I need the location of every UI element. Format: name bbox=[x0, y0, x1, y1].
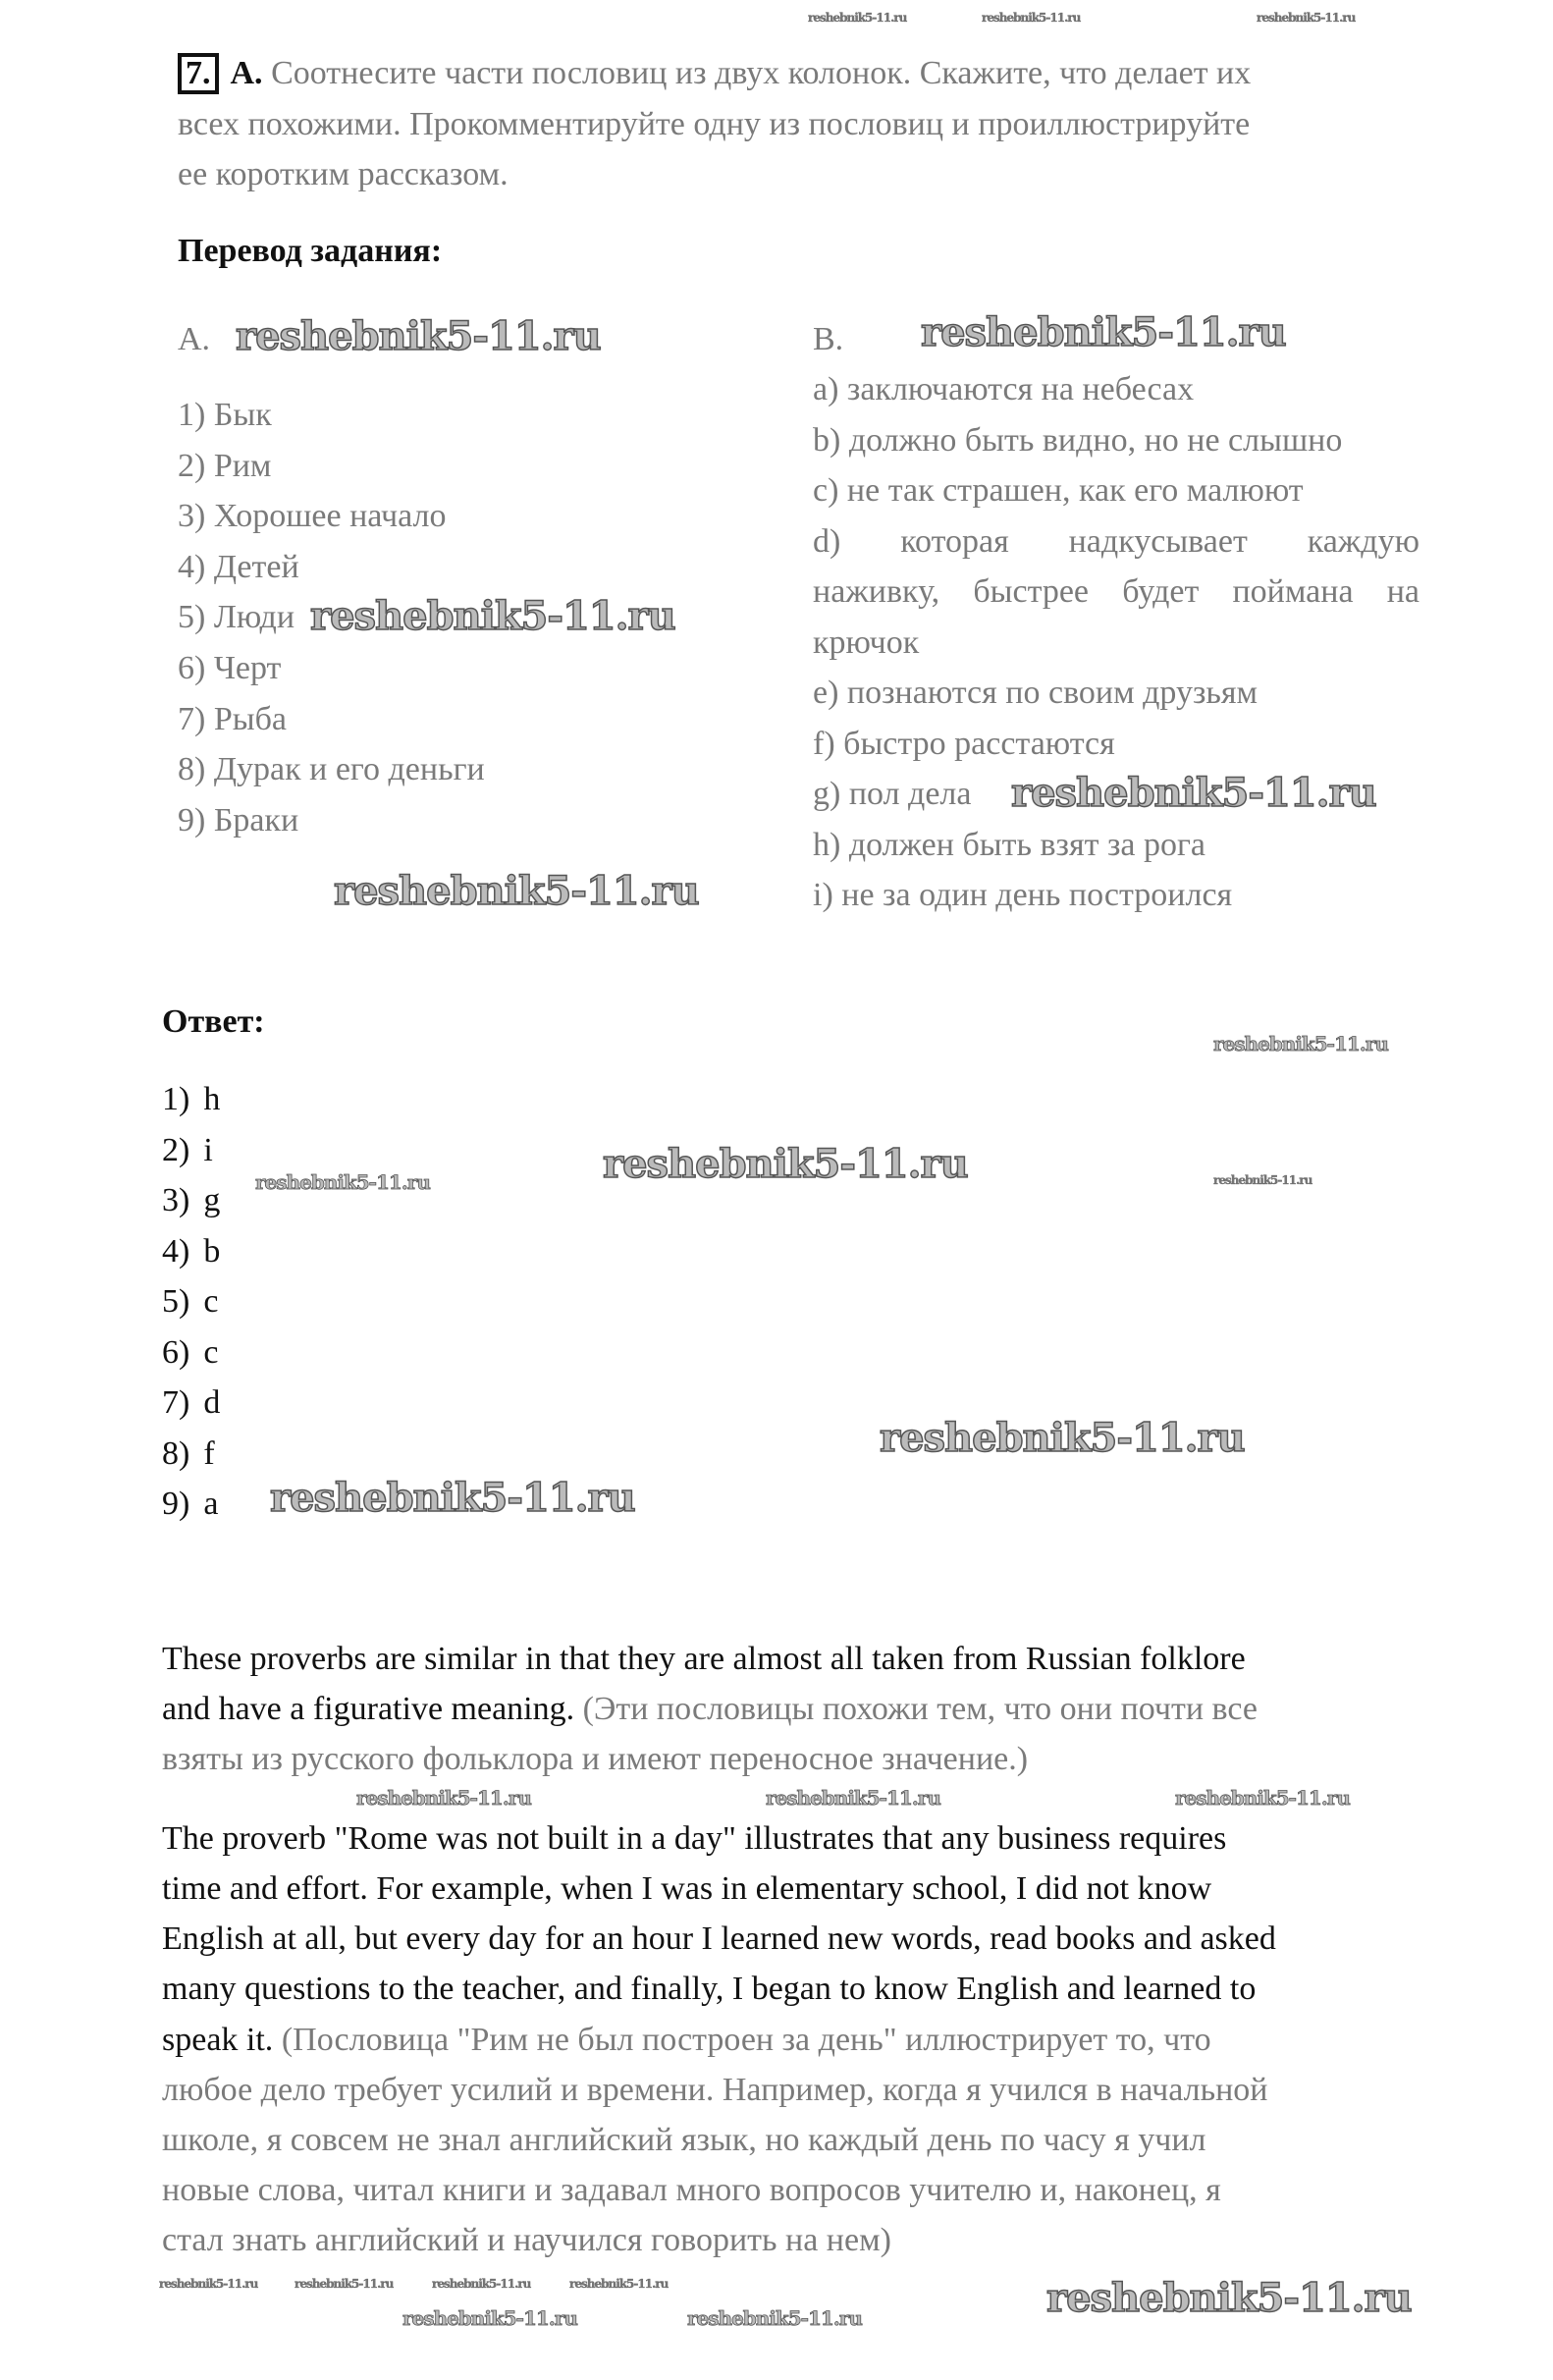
russian-text: (Эти пословицы похожи тем, что они почти все bbox=[582, 1691, 1258, 1727]
watermark: reshebnik5-11.ru bbox=[1213, 1032, 1388, 1055]
column-b-line: d) которая надкусывает каждую bbox=[813, 522, 1419, 560]
watermark: reshebnik5-11.ru bbox=[255, 1170, 430, 1194]
column-b-line: g) пол дела bbox=[813, 776, 972, 812]
english-text: These proverbs are similar in that they are almost all taken from Russian folklore bbox=[162, 1641, 1246, 1677]
watermark: reshebnik5-11.ru bbox=[808, 11, 907, 25]
column-a-item: 8) Дурак и его деньги bbox=[178, 751, 485, 788]
answer-number: 6) bbox=[162, 1333, 190, 1371]
column-a-item: 4) Детей bbox=[178, 548, 299, 585]
watermark: reshebnik5-11.ru bbox=[1213, 1173, 1312, 1187]
explanation-line bbox=[162, 2071, 1267, 2110]
column-b-line: крючок bbox=[813, 623, 920, 661]
column-a-item: 3) Хорошее начало bbox=[178, 498, 447, 535]
column-b-line: c) не так страшен, как его малюют bbox=[813, 472, 1304, 509]
answer-heading: Ответ: bbox=[162, 1003, 265, 1040]
russian-text: стал знать английский и научился говорить на нем) bbox=[162, 2222, 891, 2258]
answer-row bbox=[162, 1434, 215, 1474]
explanation-line bbox=[162, 2221, 891, 2260]
watermark: reshebnik5-11.ru bbox=[402, 2306, 577, 2330]
russian-text: любое дело требует усилий и времени. Например, когда я учился в начальной bbox=[162, 2072, 1268, 2108]
russian-text: взяты из русского фольклора и имеют переносное значение.) bbox=[162, 1741, 1029, 1777]
column-b-line: h) должен быть взят за рога bbox=[813, 826, 1206, 863]
column-a-item: 5) Люди bbox=[178, 599, 295, 636]
answer-row bbox=[162, 1383, 220, 1423]
explanation-line bbox=[162, 1690, 1258, 1729]
answer-row bbox=[162, 1131, 213, 1170]
watermark: reshebnik5-11.ru bbox=[236, 313, 601, 359]
answer-letter: b bbox=[203, 1232, 221, 1270]
answer-row bbox=[162, 1485, 218, 1524]
answer-letter: h bbox=[203, 1081, 221, 1117]
watermark: reshebnik5-11.ru bbox=[1046, 2275, 1412, 2321]
answer-letter: i bbox=[203, 1131, 213, 1168]
explanation-line bbox=[162, 1970, 1256, 2009]
answer-letter: a bbox=[203, 1486, 219, 1522]
watermark: reshebnik5-11.ru bbox=[603, 1141, 968, 1187]
watermark: reshebnik5-11.ru bbox=[766, 1786, 940, 1810]
explanation-line bbox=[162, 1819, 1226, 1859]
russian-text: школе, я совсем не знал английский язык, но каждый день по часу я учил bbox=[162, 2122, 1206, 2158]
explanation-line bbox=[162, 1740, 1028, 1779]
explanation-line bbox=[162, 1640, 1246, 1679]
task-letter: А. bbox=[230, 55, 263, 91]
answer-letter: c bbox=[203, 1283, 219, 1320]
column-b-line: f) быстро расстаются bbox=[813, 725, 1115, 762]
watermark: reshebnik5-11.ru bbox=[880, 1415, 1245, 1461]
russian-text: новые слова, читал книги и задавал много вопросов учителю и, наконец, я bbox=[162, 2172, 1221, 2208]
english-text: English at all, but every day for an hour I learned new words, read books and asked bbox=[162, 1920, 1276, 1957]
column-b-line: наживку, быстрее будет поймана на bbox=[813, 573, 1419, 610]
answer-letter: g bbox=[203, 1182, 221, 1218]
task-line-2: всех похожими. Прокомментируйте одну из пословиц и проиллюстрируйте bbox=[178, 106, 1251, 142]
answer-letter: c bbox=[203, 1333, 219, 1371]
english-text: many questions to the teacher, and finally, I began to know English and learned to bbox=[162, 1971, 1257, 2007]
column-b-line: e) познаются по своим друзьям bbox=[813, 675, 1258, 711]
watermark: reshebnik5-11.ru bbox=[982, 11, 1081, 25]
column-a-item: 7) Рыба bbox=[178, 700, 287, 737]
column-b-line: i) не за один день построился bbox=[813, 877, 1233, 913]
column-a-item: 6) Черт bbox=[178, 650, 282, 686]
watermark: reshebnik5-11.ru bbox=[270, 1475, 635, 1521]
watermark: reshebnik5-11.ru bbox=[921, 309, 1286, 355]
english-text: The proverb "Rome was not built in a day" illustrates that any business requires bbox=[162, 1820, 1227, 1857]
column-b-line: a) заключаются на небесах bbox=[813, 371, 1195, 407]
watermark: reshebnik5-11.ru bbox=[159, 2277, 258, 2291]
answer-number: 8) bbox=[162, 1434, 190, 1472]
answer-number: 5) bbox=[162, 1283, 190, 1320]
english-text: speak it. bbox=[162, 2022, 282, 2058]
watermark: reshebnik5-11.ru bbox=[1175, 1786, 1350, 1810]
english-text: time and effort. For example, when I was in elementary school, I did not know bbox=[162, 1870, 1212, 1907]
translation-heading: Перевод задания: bbox=[178, 233, 443, 269]
answer-row bbox=[162, 1333, 218, 1373]
explanation-line bbox=[162, 1920, 1276, 1959]
task-text: Соотнесите части пословиц из двух колонок. Скажите, что делает их bbox=[271, 55, 1252, 91]
column-b-label: B. bbox=[813, 321, 844, 357]
column-a-item: 9) Браки bbox=[178, 801, 299, 838]
answer-row bbox=[162, 1181, 220, 1220]
task-number: 7. bbox=[178, 53, 219, 94]
column-b-line: b) должно быть видно, но не слышно bbox=[813, 421, 1343, 459]
watermark: reshebnik5-11.ru bbox=[687, 2306, 862, 2330]
english-text: and have a figurative meaning. bbox=[162, 1691, 583, 1727]
answer-row bbox=[162, 1080, 220, 1119]
column-a-label: A. bbox=[178, 321, 211, 357]
watermark: reshebnik5-11.ru bbox=[432, 2277, 531, 2291]
russian-text: (Пословица "Рим не был построен за день" иллюстрирует то, что bbox=[281, 2022, 1211, 2058]
column-a-item: 1) Бык bbox=[178, 397, 272, 433]
task-line-3: ее коротким рассказом. bbox=[178, 156, 509, 192]
watermark: reshebnik5-11.ru bbox=[310, 593, 675, 639]
answer-number: 1) bbox=[162, 1081, 190, 1117]
answer-row bbox=[162, 1282, 218, 1322]
watermark: reshebnik5-11.ru bbox=[356, 1786, 531, 1810]
answer-number: 7) bbox=[162, 1384, 190, 1421]
answer-letter: d bbox=[203, 1384, 221, 1421]
answer-number: 2) bbox=[162, 1131, 190, 1168]
watermark: reshebnik5-11.ru bbox=[1257, 11, 1356, 25]
answer-row bbox=[162, 1232, 220, 1271]
explanation-line bbox=[162, 1869, 1211, 1909]
column-a-item: 2) Рим bbox=[178, 447, 272, 484]
watermark: reshebnik5-11.ru bbox=[295, 2277, 394, 2291]
answer-number: 4) bbox=[162, 1232, 190, 1270]
explanation-line bbox=[162, 2021, 1211, 2060]
answer-letter: f bbox=[203, 1434, 215, 1472]
watermark: reshebnik5-11.ru bbox=[569, 2277, 669, 2291]
explanation-line bbox=[162, 2121, 1205, 2160]
answer-number: 3) bbox=[162, 1182, 190, 1218]
watermark: reshebnik5-11.ru bbox=[334, 868, 699, 914]
task-line-1 bbox=[178, 53, 1251, 94]
watermark: reshebnik5-11.ru bbox=[1011, 770, 1376, 816]
answer-number: 9) bbox=[162, 1486, 190, 1522]
explanation-line bbox=[162, 2171, 1221, 2210]
